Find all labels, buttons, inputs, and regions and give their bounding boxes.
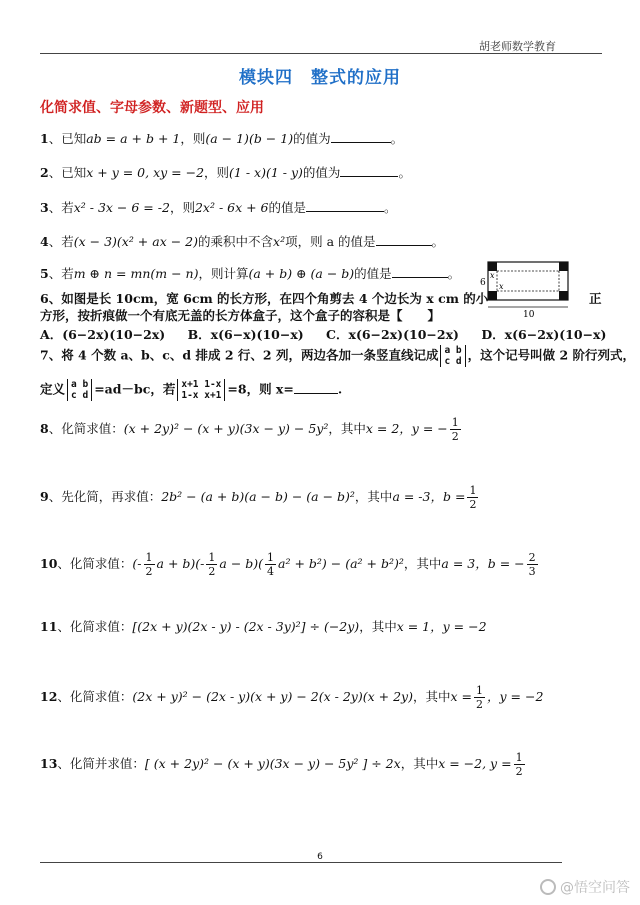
math-expression: 2x² - 6x + 6: [194, 200, 269, 215]
question-10: [40, 551, 540, 578]
question-text: 。: [431, 234, 445, 249]
fraction: $\frac{1}{2}$: [451, 416, 459, 443]
question-text: ，其中: [354, 489, 393, 504]
question-number: 3: [40, 200, 49, 215]
question-text: 定义: [40, 381, 66, 397]
question-text: ，其中: [412, 689, 451, 704]
math-expression: a = 3，b = −: [441, 556, 525, 571]
length-label: 10: [523, 310, 535, 318]
question-text: .: [337, 381, 343, 397]
option-d: D．x(6−2x)(10−x): [481, 327, 607, 342]
math-expression: ab = a + b + 1: [86, 131, 181, 146]
math-expression: x = 1，y = −2: [396, 619, 487, 634]
question-text: ，其中: [359, 619, 397, 634]
question-number: 9: [40, 489, 49, 504]
fraction: $\frac{1}{2}$: [208, 551, 216, 578]
math-expression: a² + b²) − (a² + b²)²: [278, 556, 404, 571]
watermark: [540, 877, 630, 897]
math-expression: a = -3，b =: [392, 489, 466, 504]
question-text: ，则: [169, 200, 195, 215]
math-expression: ，y = −2: [486, 689, 544, 704]
question-text: 、化简求值：: [57, 619, 133, 634]
question-text: 、化简并求值：: [57, 756, 145, 771]
question-text: 、已知: [48, 131, 87, 146]
question-text: 、若: [48, 234, 74, 249]
header-text: 胡老师数学教育: [479, 40, 556, 53]
question-number: 4: [40, 234, 49, 249]
rectangle-outline: [488, 262, 568, 300]
corner-square: [559, 291, 568, 300]
question-text: 、化简求值：: [48, 421, 124, 436]
math-expression: m ⊕ n = mn(m − n): [73, 266, 199, 281]
question-text: 、已知: [48, 165, 87, 180]
math-expression: a + b)(-: [156, 556, 205, 571]
footer-divider: [40, 862, 562, 863]
math-expression: (1 - x)(1 - y): [229, 165, 303, 180]
watermark-text: @悟空问答: [560, 880, 630, 896]
fraction: $\frac{1}{2}$: [145, 551, 153, 578]
question-9: [40, 484, 480, 511]
question-number: 12: [40, 689, 58, 704]
question-text: 项，则 a 的值是: [285, 234, 376, 249]
fraction: $\frac{2}{3}$: [528, 551, 536, 578]
question-text: 、如图是长 10cm，宽 6cm 的长方形，在四个角剪去 4 个边长为 x cm 的小: [48, 291, 489, 306]
answer-blank: [331, 130, 391, 143]
question-text: 。: [384, 200, 397, 215]
question-text: 的乘积中不含: [198, 234, 274, 249]
question-number: 13: [40, 756, 58, 771]
answer-blank: [340, 164, 398, 177]
question-text: 、若: [48, 266, 74, 281]
math-expression: (a + b) ⊕ (a − b): [248, 266, 355, 281]
question-text: 方形，按折痕做一个有底无盖的长方体盒子，这个盒子的容积是【 】: [40, 308, 441, 323]
question-text: ，其中: [328, 421, 366, 436]
math-expression: (-: [132, 556, 142, 571]
fraction: $\frac{1}{2}$: [515, 751, 523, 778]
corner-square: [488, 262, 497, 271]
question-4: [40, 233, 444, 251]
question-text: =8，则 x=: [227, 381, 294, 397]
question-text: 的值为: [293, 131, 331, 146]
question-3: [40, 199, 397, 217]
math-expression: (a − 1)(b − 1): [205, 131, 294, 146]
question-number: 2: [40, 165, 49, 180]
question-6-line2: [40, 307, 440, 325]
math-expression: x = 2，y = −: [365, 421, 448, 436]
question-text: 。: [398, 165, 411, 180]
math-expression: a − b)(: [219, 556, 264, 571]
question-text: 的值为: [302, 165, 341, 180]
chat-bubble-icon: [540, 879, 556, 895]
question-number: 6: [40, 291, 49, 306]
math-expression: (x − 3)(x² + ax − 2): [73, 234, 199, 249]
question-11: [40, 618, 487, 636]
question-number: 7: [40, 347, 49, 363]
question-12: [40, 684, 543, 711]
fraction: $\frac{1}{4}$: [267, 551, 275, 578]
option-a: A．(6−2x)(10−2x): [40, 327, 166, 342]
question-text: 的值是: [268, 200, 307, 215]
question-text: ，则: [180, 131, 206, 146]
question-text: ，则计算: [198, 266, 249, 281]
section-heading: 化简求值、字母参数、新题型、应用: [40, 100, 264, 116]
question-number: 11: [40, 619, 58, 634]
question-text: 、先化简，再求值：: [48, 489, 162, 504]
corner-square: [488, 291, 497, 300]
question-6-tail: [589, 290, 602, 308]
width-label: 6: [480, 278, 486, 288]
x-label: x: [499, 282, 504, 291]
fraction: $\frac{1}{2}$: [475, 684, 483, 711]
question-text: 的值是: [354, 266, 392, 281]
determinant-notation: a b c d: [67, 379, 92, 401]
math-expression: x = −2, y =: [438, 756, 512, 771]
math-expression: x =: [450, 689, 472, 704]
question-text: 、若: [48, 200, 74, 215]
option-c: C．x(6−2x)(10−2x): [326, 327, 459, 342]
question-6-options: [40, 325, 624, 343]
question-text: 。: [390, 131, 404, 146]
question-7: [40, 345, 635, 367]
question-number: 5: [40, 266, 49, 281]
answer-blank: [294, 381, 338, 394]
answer-blank: [376, 233, 432, 246]
question-text: 、化简求值：: [57, 556, 133, 571]
determinant-notation: x+1 1-x 1-x x+1: [177, 379, 225, 401]
question-text: ，则: [204, 165, 230, 180]
question-number: 1: [40, 131, 49, 146]
answer-blank: [306, 199, 384, 212]
question-text: ，其中: [400, 756, 439, 771]
question-number: 10: [40, 556, 58, 571]
x-label: x: [490, 271, 495, 280]
page-number: 6: [317, 852, 323, 862]
math-expression: x²: [273, 234, 286, 249]
question-8: [40, 416, 463, 443]
page-title: 模块四 整式的应用: [239, 68, 401, 88]
question-text: 、将 4 个数 a、b、c、d 排成 2 行、2 列，两边各加一条竖直线记成: [48, 347, 439, 363]
fraction: $\frac{1}{2}$: [469, 484, 477, 511]
question-text: ，其中: [403, 556, 442, 571]
math-expression: (x + 2y)² − (x + y)(3x − y) − 5y²: [123, 421, 329, 436]
math-expression: [(2x + y)(2x - y) - (2x - 3y)²] ÷ (−2y): [132, 619, 360, 634]
question-text: ，这个记号叫做 2 阶行列式，: [467, 347, 636, 363]
math-expression: x + y = 0, xy = −2: [86, 165, 205, 180]
math-expression: [ (x + 2y)² − (x + y)(3x − y) − 5y² ] ÷ 2x: [144, 756, 401, 771]
question-text: 正: [589, 291, 602, 306]
header-divider: [40, 53, 602, 54]
question-6: [40, 290, 488, 308]
question-text: 、化简求值：: [57, 689, 133, 704]
math-expression: 2b² − (a + b)(a − b) − (a − b)²: [161, 489, 355, 504]
determinant-notation: a b c d: [440, 345, 465, 367]
option-b: B．x(6−x)(10−x): [187, 327, 304, 342]
question-7-line2: [40, 379, 342, 401]
question-1: [40, 130, 403, 148]
rectangle-figure: [478, 258, 578, 318]
question-text: 。: [447, 266, 461, 281]
question-number: 8: [40, 421, 49, 436]
answer-blank: [392, 265, 448, 278]
question-2: [40, 164, 411, 182]
question-13: [40, 751, 527, 778]
corner-square: [559, 262, 568, 271]
math-expression: x² - 3x − 6 = -2: [73, 200, 170, 215]
question-5: [40, 265, 460, 283]
math-expression: (2x + y)² − (2x - y)(x + y) − 2(x - 2y)(x + 2y): [132, 689, 413, 704]
question-text: =ad－bc，若: [94, 381, 176, 397]
